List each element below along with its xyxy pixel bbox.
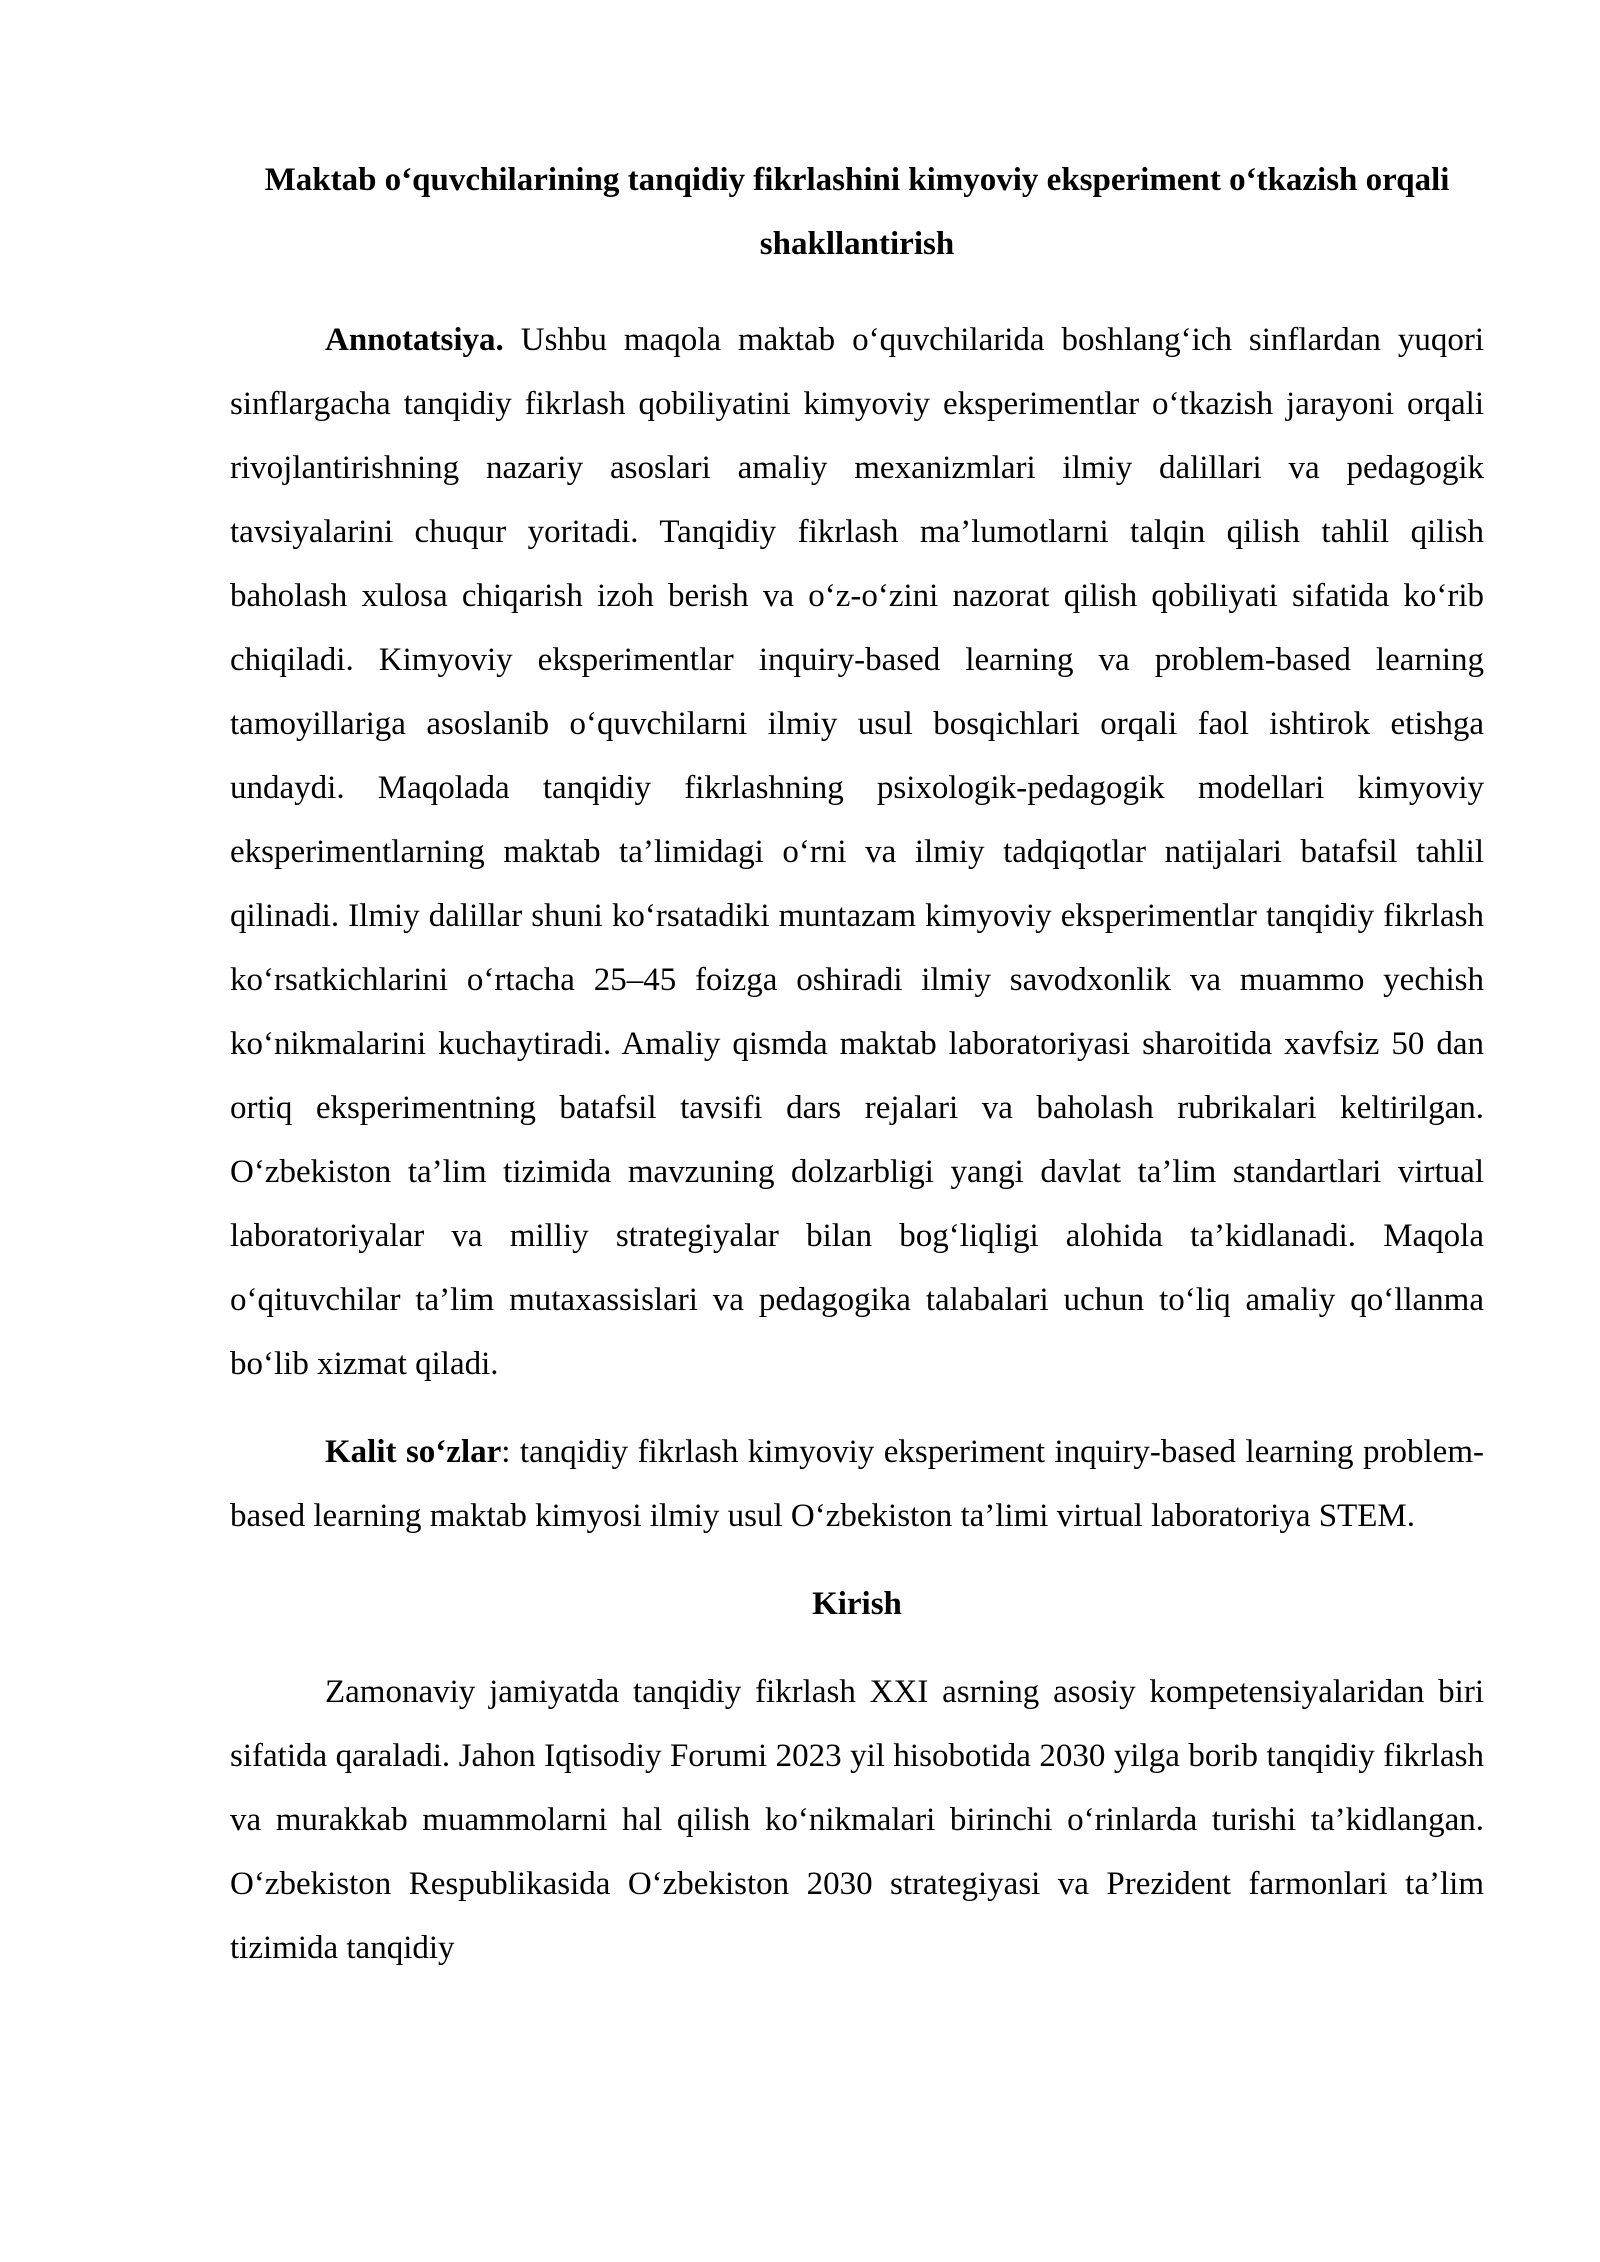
- intro-paragraph: Zamonaviy jamiyatda tanqidiy fikrlash XXI asrning asosiy kompetensiyalaridan biri sifatida qaraladi. Jahon Iqtisodiy Forumi 2023 yil hisobotida 2030 yilga borib tanqidiy fikrlash va murakkab muammolarni hal qilish ko‘nikmalari birinchi o‘rinlarda turishi ta’kidlangan. O‘zbekiston Respublikasida O‘zbekiston 2030 strategiyasi va Prezident farmonlari ta’lim tizimida tanqidiy: [230, 1674, 1484, 1966]
- abstract-text: Ushbu maqola maktab o‘quvchilarida boshlang‘ich sinflardan yuqori sinflargacha tanqidiy fikrlash qobiliyatini kimyoviy eksperimentlar o‘tkazish jarayoni orqali rivojlantirishning nazariy asoslari amaliy mexanizmlari ilmiy dalillari va pedagogik tavsiyalarini chuqur yoritadi. Tanqidiy fikrlash ma’lumotlarni talqin qilish tahlil qilish baholash xulosa chiqarish izoh berish va o‘z-o‘zini nazorat qilish qobiliyati sifatida ko‘rib chiqiladi. Kimyoviy eksperimentlar inquiry-based learning va problem-based learning tamoyillariga asoslanib o‘quvchilarni ilmiy usul bosqichlari orqali faol ishtirok etishga undaydi. Maqolada tanqidiy fikrlashning psixologik-pedagogik modellari kimyoviy eksperimentlarning maktab ta’limidagi o‘rni va ilmiy tadqiqotlar natijalari batafsil tahlil qilinadi. Ilmiy dalillar shuni ko‘rsatadiki muntazam kimyoviy eksperimentlar tanqidiy fikrlash ko‘rsatkichlarini o‘rtacha 25–45 foizga oshiradi ilmiy savodxonlik va muammo yechish ko‘nikmalarini kuchaytiradi. Amaliy qismda maktab laboratoriyasi sharoitida xavfsiz 50 dan ortiq eksperimentning batafsil tavsifi dars rejalari va baholash rubrikalari keltirilgan. O‘zbekiston ta’lim tizimida mavzuning dolzarbligi yangi davlat ta’lim standartlari virtual laboratoriyalar va milliy strategiyalar bilan bog‘liqligi alohida ta’kidlanadi. Maqola o‘qituvchilar ta’lim mutaxassislari va pedagogika talabalari uchun to‘liq amaliy qo‘llanma bo‘lib xizmat qiladi.: [230, 322, 1484, 1382]
- abstract-label: Annotatsiya.: [325, 322, 504, 358]
- keywords-text: : tanqidiy fikrlash kimyoviy eksperiment inquiry-based learning problem-based learning maktab kimyosi ilmiy usul O‘zbekiston ta’limi virtual laboratoriya STEM.: [230, 1434, 1484, 1534]
- document-title: Maktab o‘quvchilarining tanqidiy fikrlashini kimyoviy eksperiment o‘tkazish orqali shakllantirish: [264, 162, 1450, 262]
- abstract-paragraph: [230, 308, 1484, 1396]
- keywords-label: Kalit so‘zlar: [325, 1434, 502, 1470]
- keywords-paragraph: [230, 1420, 1484, 1548]
- section-heading-kirish: Kirish: [812, 1586, 902, 1622]
